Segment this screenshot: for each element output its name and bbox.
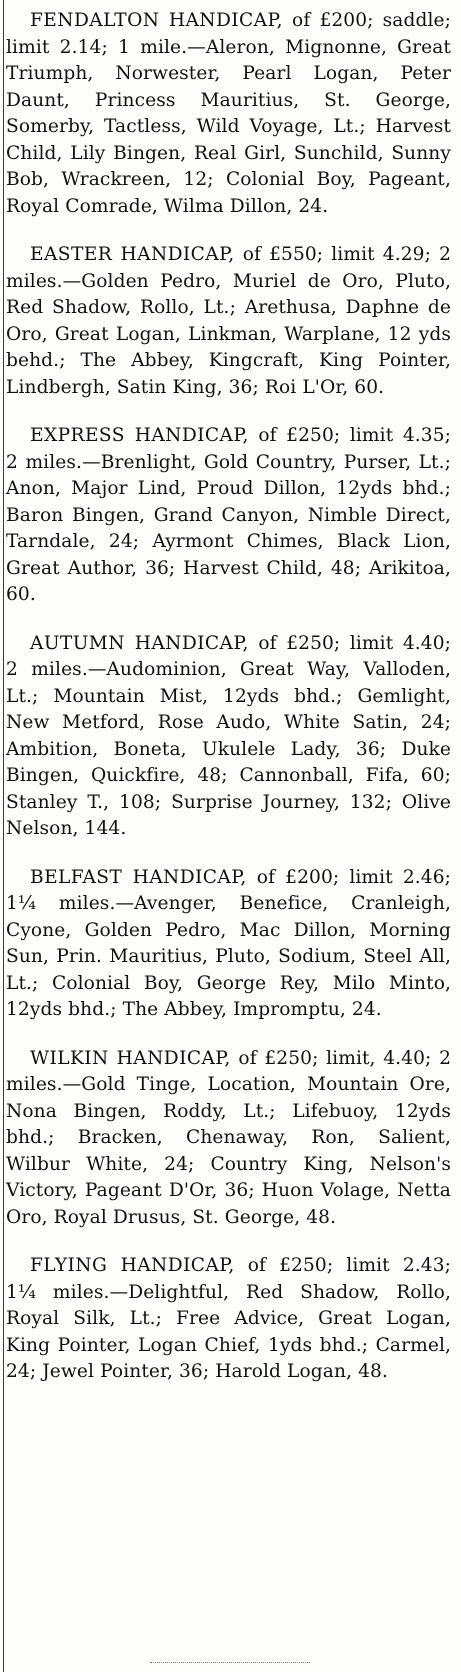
race-heading: AUTUMN HANDICAP, xyxy=(30,632,249,654)
race-details: of £200; limit 2.46; 1¼ miles.—Avenger, Benefice, Cranleigh, Cyone, Golden Pedro, Mac Dillon, Morning Sun, Prin. Mauritius, Pluto, Sodium, Steel All, Lt.; Colonial Boy, George Rey, Milo Minto, 12yds bhd.; The Abbey, Impromptu, 24. xyxy=(6,866,452,1020)
race-entry-express xyxy=(6,423,451,609)
paragraph-gap xyxy=(6,609,451,631)
race-entry-belfast xyxy=(6,865,451,1024)
race-details: of £200; saddle; limit 2.14; 1 mile.—Aleron, Mignonne, Great Triumph, Norwester, Pearl Logan, Peter Daunt, Princess Mauritius, St. George, Somerby, Tactless, Wild Voyage, Lt.; Harvest Child, Lily Bingen, Real Girl, Sunchild, Sunny Bob, Wrackreen, 12; Colonial Boy, Pageant, Royal Comrade, Wilma Dillon, 24. xyxy=(6,10,451,217)
race-heading: EASTER HANDICAP, xyxy=(30,244,235,265)
race-entry-easter xyxy=(6,242,451,401)
paragraph-gap xyxy=(6,843,451,865)
race-entry-flying xyxy=(6,1253,451,1386)
race-heading: FENDALTON HANDICAP, xyxy=(30,10,283,31)
paragraph-gap xyxy=(6,401,451,423)
paragraph-gap xyxy=(6,220,451,242)
race-entry-fendalton xyxy=(6,8,451,220)
race-heading: BELFAST HANDICAP, xyxy=(30,866,247,888)
cut-off-line xyxy=(150,1662,310,1669)
race-details: of £550; limit 4.29; 2 miles.—Golden Pedro, Muriel de Oro, Pluto, Red Shadow, Rollo, Lt.; Arethusa, Daphne de Oro, Great Logan, Linkman, Warplane, 12 yds behd.; The Abbey, Kingcraft, King Pointer, Lindbergh, Satin King, 36; Roi L'Or, 60. xyxy=(6,244,451,398)
race-heading: WILKIN HANDICAP, xyxy=(30,1047,231,1069)
paragraph-gap xyxy=(6,1024,451,1046)
race-entry-autumn xyxy=(6,631,451,843)
race-entry-wilkin xyxy=(6,1046,451,1232)
race-details: of £250; limit 2.43; 1¼ miles.—Delightful, Red Shadow, Rollo, Royal Silk, Lt.; Free Advice, Great Logan, King Pointer, Logan Chief, 1yds bhd.; Carmel, 24; Jewel Pointer, 36; Harold Logan, 48. xyxy=(6,1255,451,1382)
race-details: of £250; limit 4.40; 2 miles.—Audominion, Great Way, Valloden, Lt.; Mountain Mist, 12yds bhd.; Gemlight, New Metford, Rose Audo, White Satin, 24; Ambition, Boneta, Ukulele Lady, 36; Duke Bingen, Quickfire, 48; Cannonball, Fifa, 60; Stanley T., 108; Surprise Journey, 132; Olive Nelson, 144. xyxy=(6,632,452,839)
race-heading: EXPRESS HANDICAP, xyxy=(30,425,249,446)
column-rule xyxy=(3,0,4,1672)
paragraph-gap xyxy=(6,1231,451,1253)
race-details: of £250; limit, 4.40; 2 miles.—Gold Tinge, Location, Mountain Ore, Nona Bingen, Roddy, Lt.; Lifebuoy, 12yds bhd.; Bracken, Chenaway, Ron, Salient, Wilbur White, 24; Country King, Nelson's Victory, Pageant D'Or, 36; Huon Volage, Netta Oro, Royal Drusus, St. George, 48. xyxy=(6,1047,451,1228)
race-heading: FLYING HANDICAP, xyxy=(30,1255,235,1276)
race-details: of £250; limit 4.35; 2 miles.—Brenlight, Gold Country, Purser, Lt.; Anon, Major Lind, Proud Dillon, 12yds bhd.; Baron Bingen, Grand Canyon, Nimble Direct, Tarndale, 24; Ayrmont Chimes, Black Lion, Great Author, 36; Harvest Child, 48; Arikitoa, 60. xyxy=(6,425,451,605)
